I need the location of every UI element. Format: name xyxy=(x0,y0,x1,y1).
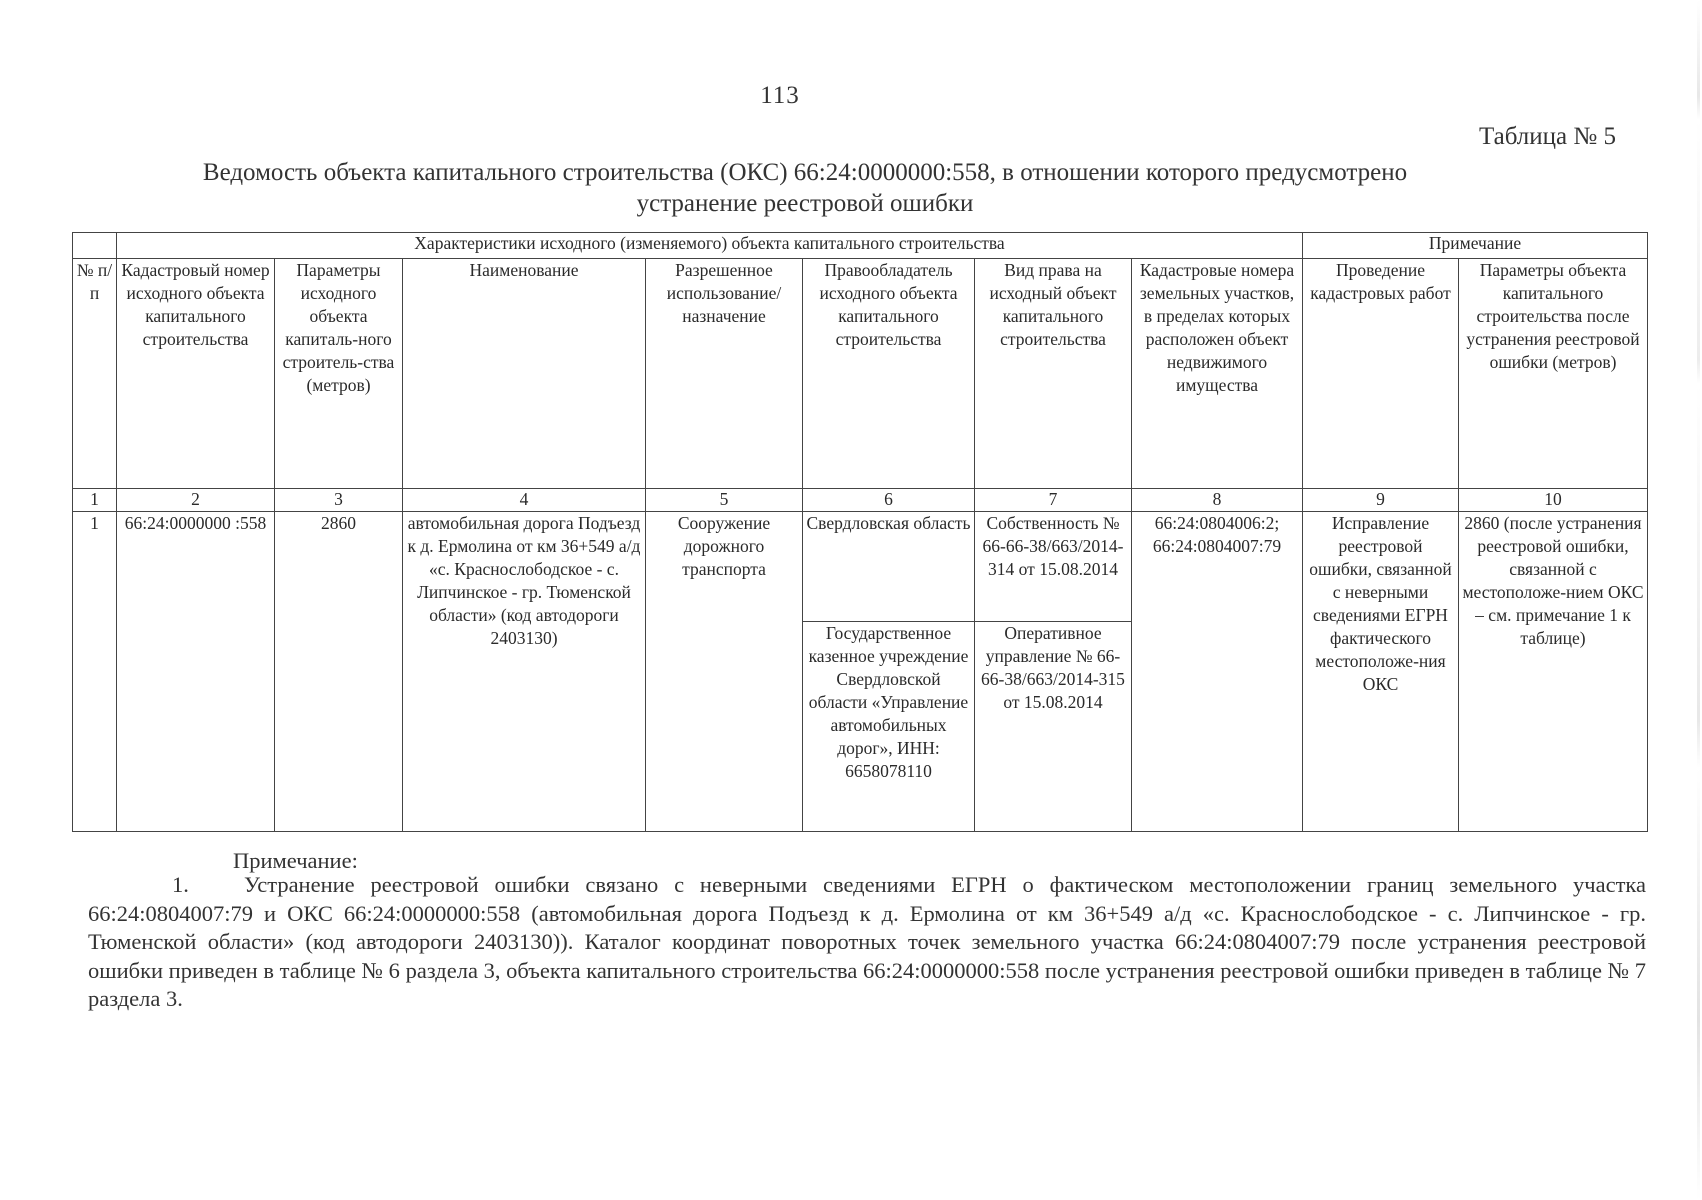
header-right-type: Вид права на исходный объект капитального строительства xyxy=(975,259,1132,489)
group-header-row xyxy=(73,233,1648,259)
column-number: 6 xyxy=(803,489,975,512)
header-parameters: Параметры исходного объекта капиталь-ного строитель-ства (метров) xyxy=(275,259,403,489)
page-number: 113 xyxy=(760,82,800,109)
column-number: 5 xyxy=(646,489,803,512)
note-heading: Примечание: xyxy=(233,848,358,873)
header-name: Наименование xyxy=(403,259,646,489)
column-header-row xyxy=(73,259,1648,489)
header-parameters-after: Параметры объекта капитального строительства после устранения реестровой ошибки (метров) xyxy=(1459,259,1648,489)
row-parameters: 2860 xyxy=(275,512,403,832)
column-number: 10 xyxy=(1459,489,1648,512)
header-permitted-use: Разрешенное использование/ назначение xyxy=(646,259,803,489)
group-header-blank xyxy=(73,233,117,259)
note-item-text: Устранение реестровой ошибки связано с неверными сведениями ЕГРН о фактическом местоположении границ земельного участка 66:24:0804007:79 и ОКС 66:24:0000000:558 (автомобильная дорога Подъезд к д. Ермолина от км 36+549 а/д «с. Краснослободское - с. Липчинское - гр. Тюменской области» (код автодороги 2403130)). Каталог координат поворотных точек земельного участка 66:24:0804007:79 после устранения реестровой ошибки приведен в таблице № 6 раздела 3, объекта капитального строительства 66:24:0000000:558 после устранения реестровой ошибки приведен в таблице № 7 раздела 3. xyxy=(88,872,1646,1011)
row-land-plots: 66:24:0804006:2; 66:24:0804007:79 xyxy=(1132,512,1303,832)
row-parameters-after: 2860 (после устранения реестровой ошибки, связанной с местоположе-нием ОКС – см. примечание 1 к таблице) xyxy=(1459,512,1648,832)
header-cadastral-works: Проведение кадастровых работ xyxy=(1303,259,1459,489)
table-row xyxy=(73,512,1648,622)
row-permitted-use: Сооружение дорожного транспорта xyxy=(646,512,803,832)
register-table xyxy=(72,232,1648,832)
row-right-type-1: Собственность № 66-66-38/663/2014-314 от 15.08.2014 xyxy=(975,512,1132,622)
row-right-type-2: Оперативное управление № 66-66-38/663/2014-315 от 15.08.2014 xyxy=(975,622,1132,832)
group-header-characteristics: Характеристики исходного (изменяемого) объекта капитального строительства xyxy=(117,233,1303,259)
column-number: 7 xyxy=(975,489,1132,512)
row-cadastral-number: 66:24:0000000 :558 xyxy=(117,512,275,832)
row-name: автомобильная дорога Подъезд к д. Ермолина от км 36+549 а/д «с. Краснослободское - с. Липчинское - гр. Тюменской области» (код автодороги 2403130) xyxy=(403,512,646,832)
row-right-holder-1: Свердловская область xyxy=(803,512,975,622)
header-cadastral-number: Кадастровый номер исходного объекта капитального строительства xyxy=(117,259,275,489)
header-land-plots: Кадастровые номера земельных участков, в пределах которых расположен объект недвижимого имущества xyxy=(1132,259,1303,489)
note-item-number: 1. xyxy=(172,872,189,897)
row-right-holder-2: Государственное казенное учреждение Свердловской области «Управление автомобильных дорог», ИНН: 6658078110 xyxy=(803,622,975,832)
document-title: Ведомость объекта капитального строительства (ОКС) 66:24:0000000:558, в отношении которого предусмотрено устранение реестровой ошибки xyxy=(202,159,1408,217)
column-number: 2 xyxy=(117,489,275,512)
column-number: 8 xyxy=(1132,489,1303,512)
column-number: 1 xyxy=(73,489,117,512)
group-header-note: Примечание xyxy=(1303,233,1648,259)
table-label: Таблица № 5 xyxy=(1478,123,1616,150)
row-number: 1 xyxy=(73,512,117,832)
header-right-holder: Правообладатель исходного объекта капитального строительства xyxy=(803,259,975,489)
column-number: 4 xyxy=(403,489,646,512)
column-number: 9 xyxy=(1303,489,1459,512)
column-number-row xyxy=(73,489,1648,512)
row-cadastral-works: Исправление реестровой ошибки, связанной с неверными сведениями ЕГРН фактического местоположе-ния ОКС xyxy=(1303,512,1459,832)
header-number: № п/п xyxy=(73,259,117,489)
note-paragraph xyxy=(88,871,1646,1014)
scan-edge-stripe xyxy=(1697,0,1700,1200)
column-number: 3 xyxy=(275,489,403,512)
